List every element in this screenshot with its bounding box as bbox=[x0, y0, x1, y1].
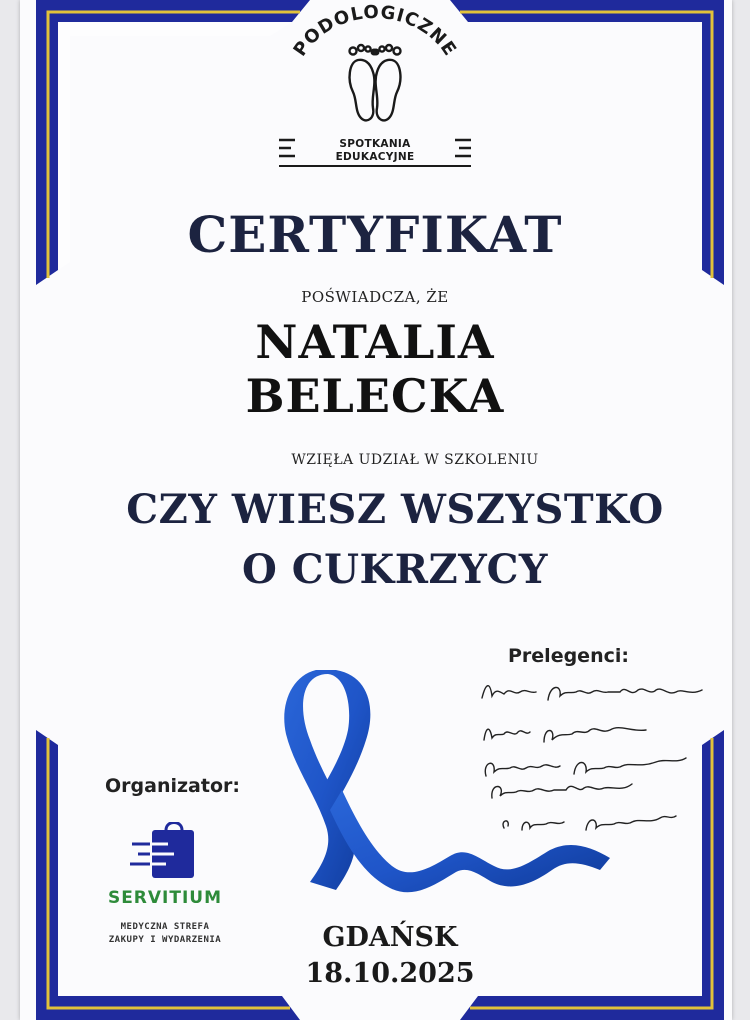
course-title-line1: CZY WIESZ WSZYSTKO bbox=[126, 486, 664, 533]
logo-subtitle-line1: SPOTKANIA bbox=[339, 138, 411, 150]
certificate-title: CERTYFIKAT bbox=[187, 205, 563, 264]
speakers-label: Prelegenci: bbox=[508, 645, 629, 667]
podologiczne-logo bbox=[265, 0, 485, 175]
course-title bbox=[0, 480, 750, 600]
course-title-line2: O CUKRZYCY bbox=[242, 546, 548, 593]
organizer-tagline-line1: MEDYCZNA STREFA bbox=[120, 922, 210, 932]
participation-text: WZIĘŁA UDZIAŁ W SZKOLENIU bbox=[291, 452, 539, 468]
logo-subtitle-line2: EDUKACYJNE bbox=[335, 151, 415, 163]
recipient-first-name: NATALIA bbox=[255, 315, 495, 369]
event-city: GDAŃSK bbox=[322, 922, 458, 953]
organizer-name: SERVITIUM bbox=[107, 888, 223, 908]
event-date: 18.10.2025 bbox=[305, 958, 475, 989]
organizer-label: Organizator: bbox=[105, 775, 240, 797]
attests-text: POŚWIADCZA, ŻE bbox=[301, 288, 449, 306]
recipient-last-name: BELECKA bbox=[245, 369, 505, 423]
logo-arc-text: PODOLOGICZNE bbox=[289, 1, 461, 61]
blue-awareness-ribbon-icon bbox=[280, 670, 620, 900]
recipient-name bbox=[0, 315, 750, 423]
shopping-bag-icon bbox=[128, 822, 200, 882]
feet-icon bbox=[350, 45, 401, 120]
organizer-tagline-line2: ZAKUPY I WYDARZENIA bbox=[108, 935, 222, 945]
